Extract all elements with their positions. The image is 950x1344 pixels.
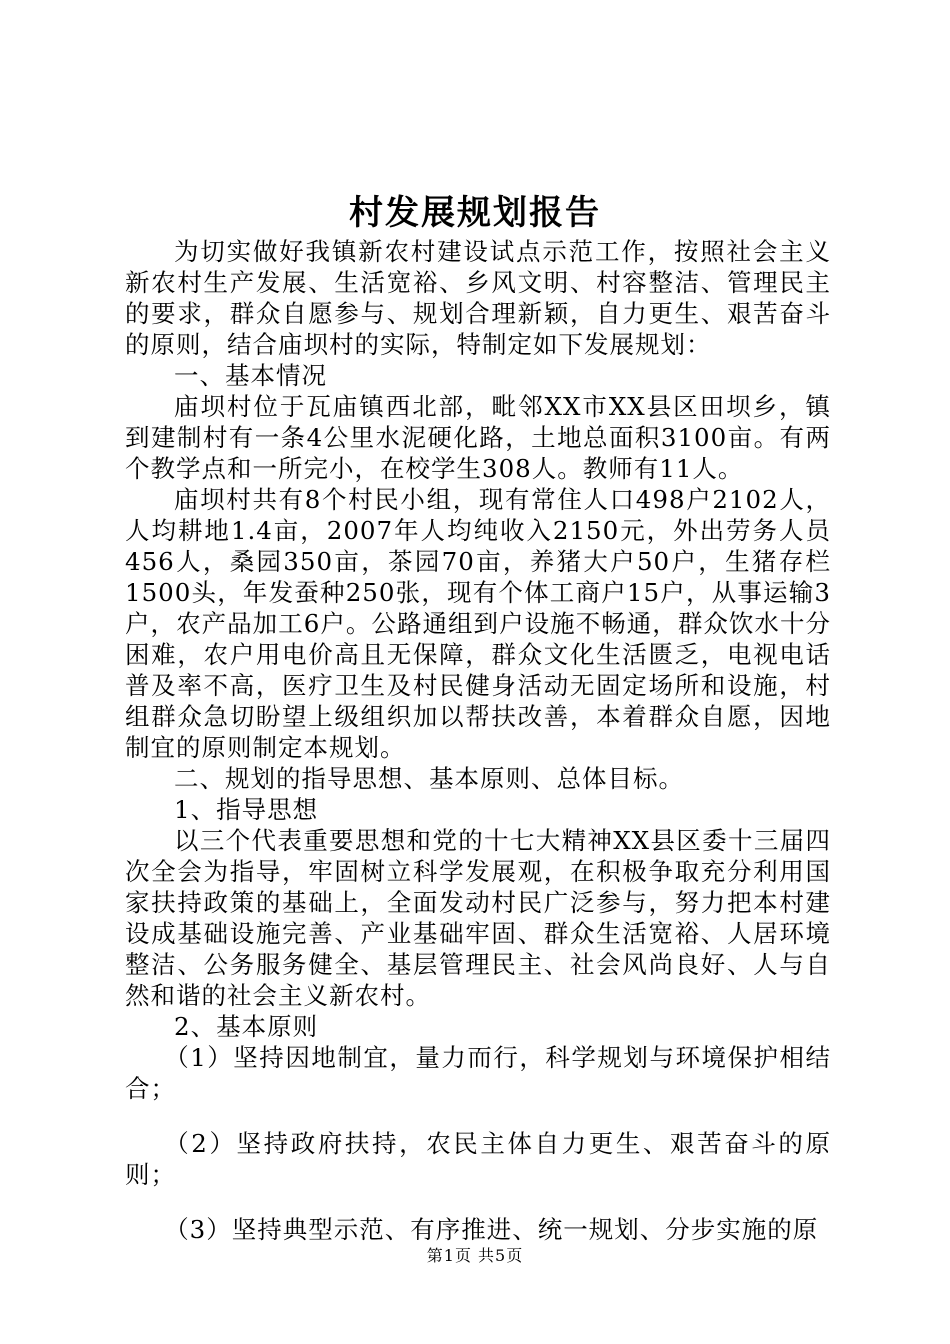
heading-basic-principles: 2、基本原则 xyxy=(174,1012,319,1041)
paragraph-intro: 为切实做好我镇新农村建设试点示范工作，按照社会主义新农村生产发展、生活宽裕、乡风文明、村容整洁、管理民主的要求，群众自愿参与、规划合理新颖，自力更生、艰苦奋斗的原则，结合庙坝村的实际，特制定如下发展规划： xyxy=(125,237,831,359)
page-footer: 第1页 共5页 xyxy=(426,1246,524,1265)
document-title: 村发展规划报告 xyxy=(349,193,601,233)
paragraph-population: 庙坝村共有8个村民小组，现有常住人口498户2102人，人均耕地1.4亩，2007年人均纯收入2150元，外出劳务人员456人，桑园350亩，茶园70亩，养猪大户50户，生猪存栏1500头，年发蚕种250张，现有个体工商户15户，从事运输3户，农产品加工6户。公路通组到户设施不畅通，群众饮水十分困难，农户用电价高且无保障，群众文化生活匮乏，电视电话普及率不高，医疗卫生及村民健身活动无固定场所和设施，村组群众急切盼望上级组织加以帮扶改善，本着群众自愿，因地制宜的原则制定本规划。 xyxy=(125,485,831,762)
paragraph-guiding-ideology: 以三个代表重要思想和党的十七大精神XX县区委十三届四次全会为指导，牢固树立科学发展观，在积极争取充分利用国家扶持政策的基础上，全面发动村民广泛参与，努力把本村建设成基础设施完善、产业基础牢固、群众生活宽裕、人居环境整洁、公务服务健全、基层管理民主、社会风尚良好、人与自然和谐的社会主义新农村。 xyxy=(125,826,831,1010)
heading-basic-situation: 一、基本情况 xyxy=(174,361,327,390)
heading-guiding-ideology: 1、指导思想 xyxy=(174,795,319,824)
principle-item-2: （2）坚持政府扶持，农民主体自力更生、艰苦奋斗的原则； xyxy=(125,1129,831,1189)
document-body xyxy=(125,236,831,1245)
heading-planning-guidelines: 二、规划的指导思想、基本原则、总体目标。 xyxy=(174,764,684,793)
paragraph-location: 庙坝村位于瓦庙镇西北部，毗邻XX市XX县区田坝乡，镇到建制村有一条4公里水泥硬化路，土地总面积3100亩。有两个教学点和一所完小，在校学生308人。教师有11人。 xyxy=(125,392,831,483)
principle-item-3: （3）坚持典型示范、有序推进、统一规划、分步实施的原 xyxy=(164,1215,819,1244)
principle-item-1: （1）坚持因地制宜，量力而行，科学规划与环境保护相结合； xyxy=(125,1043,831,1103)
